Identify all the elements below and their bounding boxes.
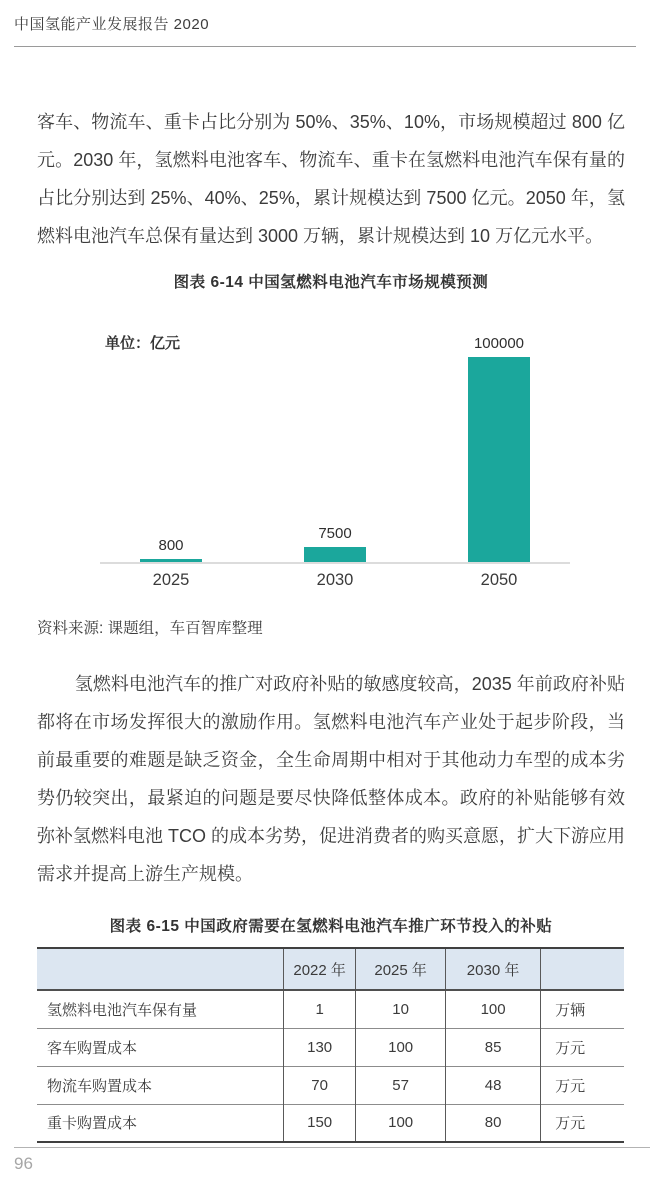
value-cell: 1 [284, 990, 356, 1028]
page-content [0, 103, 650, 1143]
row-label-cell: 重卡购置成本 [37, 1104, 284, 1142]
table-header-cell: 2030 年 [446, 948, 541, 990]
table-header-cell: 2022 年 [284, 948, 356, 990]
bar [468, 357, 530, 562]
table-row [37, 990, 624, 1028]
value-cell: 100 [356, 1028, 446, 1066]
unit-cell: 万元 [541, 1028, 624, 1066]
paragraph-market-scale: 客车、物流车、重卡占比分别为 50%、35%、10%，市场规模超过 800 亿元。2030 年，氢燃料电池客车、物流车、重卡在氢燃料电池汽车保有量的占比分别达到 25%、40%、25%，累计规模达到 7500 亿元。2050 年，氢燃料电池汽车总保有量达到 3000 万辆，累计规模达到 10 万亿元水平。 [37, 112, 625, 246]
value-cell: 150 [284, 1104, 356, 1142]
value-cell: 100 [356, 1104, 446, 1142]
table-header-row [37, 948, 624, 990]
bar-value-label: 100000 [473, 335, 525, 352]
value-cell: 100 [446, 990, 541, 1028]
bar-group-2050 [468, 335, 530, 562]
table-header-cell [541, 948, 624, 990]
unit-cell: 万元 [541, 1104, 624, 1142]
bar-group-2030 [304, 525, 366, 562]
unit-cell: 万辆 [541, 990, 624, 1028]
bar-group-2025 [140, 537, 202, 562]
table-row [37, 1104, 624, 1142]
value-cell: 48 [446, 1066, 541, 1104]
x-tick-label: 2030 [316, 571, 354, 589]
row-label-cell: 客车购置成本 [37, 1028, 284, 1066]
value-cell: 57 [356, 1066, 446, 1104]
chart-unit-label: 单位：亿元 [105, 335, 181, 352]
value-cell: 130 [284, 1028, 356, 1066]
table-body [37, 990, 624, 1142]
table-head [37, 948, 624, 990]
table-header-cell: 2025 年 [356, 948, 446, 990]
table-title: 图表 6-15 中国政府需要在氢燃料电池汽车推广环节投入的补贴 [109, 918, 553, 935]
report-header [0, 0, 650, 34]
chart-x-axis [100, 571, 570, 590]
page-number: 96 [14, 1154, 33, 1173]
value-cell: 10 [356, 990, 446, 1028]
row-label-cell: 氢燃料电池汽车保有量 [47, 1001, 198, 1019]
footer-divider [14, 1147, 650, 1148]
page-footer [0, 1147, 650, 1174]
bar-value-label: 800 [158, 537, 184, 554]
row-label-cell: 物流车购置成本 [37, 1066, 284, 1104]
table-header-cell [37, 948, 284, 990]
report-title: 中国氢能产业发展报告 2020 [14, 16, 210, 33]
table-row [37, 1028, 624, 1066]
bar [304, 547, 366, 562]
table-row [37, 1066, 624, 1104]
x-tick-label: 2025 [152, 571, 190, 589]
unit-cell: 万元 [541, 1066, 624, 1104]
value-cell: 85 [446, 1028, 541, 1066]
value-cell: 70 [284, 1066, 356, 1104]
header-divider [14, 46, 636, 47]
bar-value-label: 7500 [318, 525, 352, 542]
x-tick-label: 2050 [480, 571, 518, 589]
subsidy-table [37, 947, 624, 1143]
value-cell: 80 [446, 1104, 541, 1142]
chart-plot-area [100, 330, 570, 564]
bar [140, 559, 202, 562]
chart-title: 图表 6-14 中国氢燃料电池汽车市场规模预测 [173, 274, 489, 291]
paragraph-subsidy: 氢燃料电池汽车的推广对政府补贴的敏感度较高，2035 年前政府补贴都将在市场发挥很大的激励作用。氢燃料电池汽车产业处于起步阶段，当前最重要的难题是缺乏资金，全生命周期中相对于其他动力车型的成本劣势仍较突出，最紧迫的问题是要尽快降低整体成本。政府的补贴能够有效弥补氢燃料电池 TCO 的成本劣势，促进消费者的购买意愿，扩大下游应用需求并提高上游生产规模。 [37, 674, 625, 884]
bar-chart [100, 330, 570, 590]
source-note: 资料来源: 课题组，车百智库整理 [37, 620, 263, 637]
